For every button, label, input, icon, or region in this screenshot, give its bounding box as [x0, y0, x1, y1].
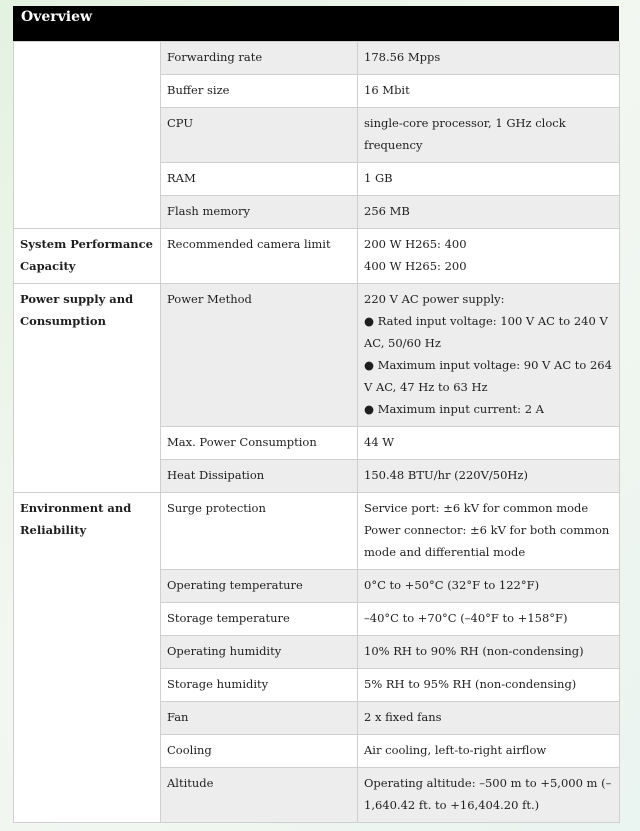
value-cell [358, 768, 620, 823]
param-cell: Max. Power Consumption [161, 427, 358, 460]
value-cell [358, 493, 620, 570]
table-row [14, 42, 620, 75]
value-line: single-core processor, 1 GHz clock frequency [364, 116, 566, 152]
value-line: 0°C to +50°C (32°F to 122°F) [364, 578, 540, 592]
value-line: Service port: ±6 kV for common mode [364, 501, 589, 515]
table-row [14, 493, 620, 570]
value-line: –40°C to +70°C (–40°F to +158°F) [364, 611, 568, 625]
value-line: 2 x fixed fans [364, 710, 442, 724]
param-cell: Operating humidity [161, 636, 358, 669]
param-cell: Storage temperature [161, 603, 358, 636]
value-line: 16 Mbit [364, 83, 410, 97]
param-cell: Altitude [161, 768, 358, 823]
value-cell [358, 735, 620, 768]
value-cell [358, 75, 620, 108]
value-cell [358, 163, 620, 196]
param-cell: Heat Dissipation [161, 460, 358, 493]
value-line: 256 MB [364, 204, 410, 218]
value-line: 10% RH to 90% RH (non-condensing) [364, 644, 584, 658]
value-line: 200 W H265: 400 [364, 237, 467, 251]
value-cell [358, 570, 620, 603]
value-line: 150.48 BTU/hr (220V/50Hz) [364, 468, 528, 482]
value-line: Operating altitude: –500 m to +5,000 m (–1,640.42 ft. to +16,404.20 ft.) [364, 776, 612, 812]
param-cell: CPU [161, 108, 358, 163]
param-cell: Fan [161, 702, 358, 735]
category-cell: Power supply and Consumption [14, 284, 161, 493]
value-line: 44 W [364, 435, 395, 449]
value-line: 178.56 Mpps [364, 50, 441, 64]
param-cell: Power Method [161, 284, 358, 427]
value-cell [358, 42, 620, 75]
value-line: ● Rated input voltage: 100 V AC to 240 V AC, 50/60 Hz [364, 314, 608, 350]
param-cell: Surge protection [161, 493, 358, 570]
category-cell [14, 42, 161, 229]
param-cell: Cooling [161, 735, 358, 768]
param-cell: Flash memory [161, 196, 358, 229]
value-cell [358, 603, 620, 636]
category-cell: Environment and Reliability [14, 493, 161, 823]
value-cell [358, 108, 620, 163]
param-cell: Forwarding rate [161, 42, 358, 75]
value-cell [358, 196, 620, 229]
table-row [14, 284, 620, 427]
value-cell [358, 636, 620, 669]
table-title: Overview [13, 6, 619, 41]
value-cell [358, 669, 620, 702]
value-cell [358, 460, 620, 493]
table-row [14, 229, 620, 284]
value-line: ● Maximum input current: 2 A [364, 402, 544, 416]
value-line: Power connector: ±6 kV for both common mode and differential mode [364, 523, 610, 559]
param-cell: Buffer size [161, 75, 358, 108]
value-line: 5% RH to 95% RH (non-condensing) [364, 677, 577, 691]
value-cell [358, 284, 620, 427]
value-line: 400 W H265: 200 [364, 259, 467, 273]
value-line: 220 V AC power supply: [364, 292, 505, 306]
value-line: ● Maximum input voltage: 90 V AC to 264 V AC, 47 Hz to 63 Hz [364, 358, 612, 394]
value-line: 1 GB [364, 171, 393, 185]
category-cell: System Performance Capacity [14, 229, 161, 284]
spec-sheet [13, 6, 619, 823]
value-cell [358, 229, 620, 284]
spec-table [13, 41, 620, 823]
param-cell: Operating temperature [161, 570, 358, 603]
param-cell: Storage humidity [161, 669, 358, 702]
param-cell: RAM [161, 163, 358, 196]
value-line: Air cooling, left-to-right airflow [364, 743, 547, 757]
param-cell: Recommended camera limit [161, 229, 358, 284]
value-cell [358, 427, 620, 460]
value-cell [358, 702, 620, 735]
